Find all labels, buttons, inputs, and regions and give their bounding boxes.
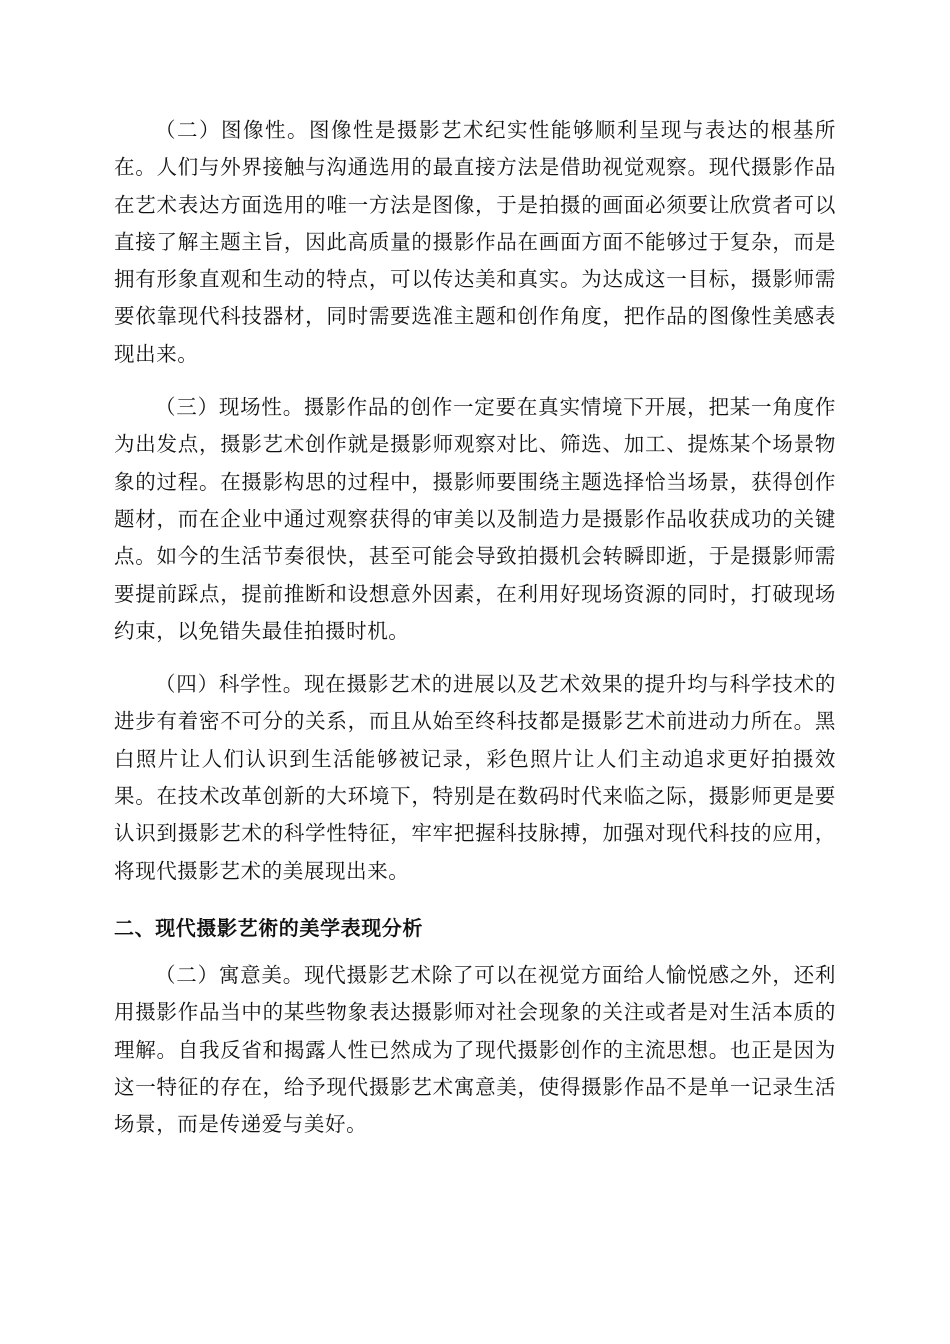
section-heading: 二、现代摄影艺術的美学表现分析 [114, 915, 423, 940]
document-page [114, 112, 836, 1143]
paragraph-gap [114, 373, 836, 389]
paragraph-gap [114, 890, 836, 906]
paragraph-image-quality: （二）图像性。图像性是摄影艺术纪实性能够顺利呈现与表达的根基所在。人们与外界接触与沟通选用的最直接方法是借助视觉观察。现代摄影作品在艺术表达方面选用的唯一方法是图像，于是拍摄的画面必须要让欣赏者可以直接了解主题主旨，因此高质量的摄影作品在画面方面不能够过于复杂，而是拥有形象直观和生动的特点，可以传达美和真实。为达成这一目标，摄影师需要依靠现代科技器材，同时需要选准主题和创作角度，把作品的图像性美感表现出来。 [114, 118, 836, 366]
paragraph-on-site-quality: （三）现场性。摄影作品的创作一定要在真实情境下开展，把某一角度作为出发点，摄影艺术创作就是摄影师观察对比、筛选、加工、提炼某个场景物象的过程。在摄影构思的过程中，摄影师要围绕主题选择恰当场景，获得创作题材，而在企业中通过观察获得的审美以及制造力是摄影作品收获成功的关键点。如今的生活节奏很快，甚至可能会导致拍摄机会转瞬即逝，于是摄影师需要提前踩点，提前推断和设想意外因素，在利用好现场资源的同时，打破现场约束，以免错失最佳拍摄时机。 [114, 395, 836, 643]
paragraph-scientific-quality: （四）科学性。现在摄影艺术的进展以及艺术效果的提升均与科学技术的进步有着密不可分的关系，而且从始至终科技都是摄影艺术前进动力所在。黑白照片让人们认识到生活能够被记录，彩色照片让人们主动追求更好拍摄效果。在技术改革创新的大环境下，特别是在数码时代来临之际，摄影师更是要认识到摄影艺术的科学性特征，牢牢把握科技脉搏，加强对现代科技的应用，将现代摄影艺术的美展现出来。 [114, 672, 836, 883]
paragraph-implied-beauty: （二）寓意美。现代摄影艺术除了可以在视觉方面给人愉悦感之外，还利用摄影作品当中的某些物象表达摄影师对社会现象的关注或者是对生活本质的理解。自我反省和揭露人性已然成为了现代摄影创作的主流思想。也正是因为这一特征的存在，给予现代摄影艺术寓意美，使得摄影作品不是单一记录生活场景，而是传递爱与美好。 [114, 962, 836, 1137]
paragraph-gap [114, 650, 836, 666]
